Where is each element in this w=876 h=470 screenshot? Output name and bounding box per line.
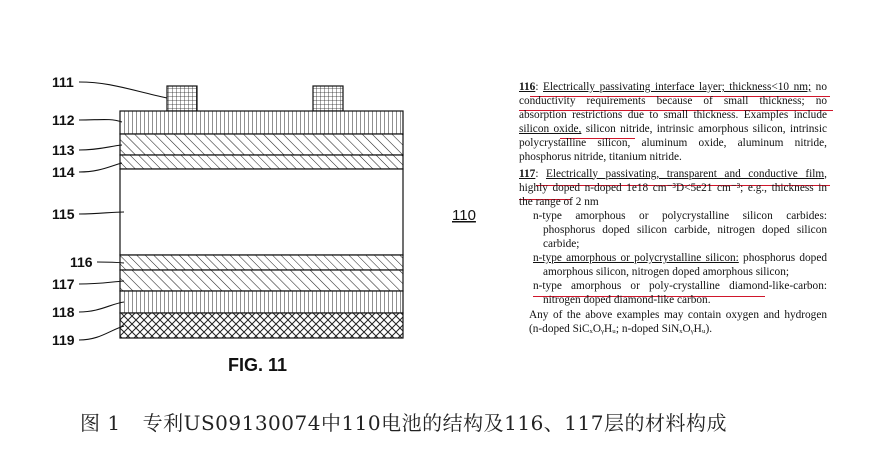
leader-111	[79, 82, 167, 98]
layer-119	[120, 313, 403, 338]
label-115: 115	[52, 206, 75, 222]
leader-112	[79, 120, 122, 123]
leader-117	[79, 281, 124, 284]
layer-113	[120, 134, 403, 155]
layer-116-description: 116: Electrically passivating interface layer; thickness<10 nm; no conductivity requirements because of small thickness; no absorption restrictions due to small thickness. Examples include silicon oxide, silicon nitride, intrinsic amorphous silicon, intrinsic polycrystalline silicon, aluminum oxide, aluminum nitride, phosphorus nitride, titanium nitride.	[519, 81, 827, 164]
leader-113	[79, 145, 122, 150]
layer-117-description: 117: Electrically passivating, transparent and conductive film, highly doped n-doped 1e18 cm⁻³D<5e21 cm⁻³; e.g., thickness in the range of 2 nm	[519, 167, 828, 208]
leader-118	[79, 302, 124, 312]
closing-note: Any of the above examples may contain oxygen and hydrogen (n-doped SiCₓOᵧHᵤ; n-doped SiNₓOᵧHᵤ).	[529, 308, 827, 335]
label-113: 113	[52, 142, 75, 158]
leader-119	[79, 326, 124, 340]
layer-117-number: 117	[519, 167, 536, 180]
material-description-text	[519, 80, 827, 336]
layer-117-body: highly doped n-doped 1e18 cm⁻³D<5e21 cm⁻³; e.g., thickness in the range of 2 nm	[519, 181, 828, 208]
label-111: 111	[52, 74, 74, 90]
layer-111-contact-left	[167, 86, 197, 111]
figure-ref-110: 110	[452, 207, 476, 224]
label-112: 112	[52, 112, 75, 128]
example-item-1: n-type amorphous or polycrystalline silicon carbides: phosphorus doped silicon carbide, nitrogen doped silicon carbide;	[533, 209, 827, 251]
label-119: 119	[52, 332, 75, 348]
layer-115	[120, 169, 403, 255]
layer-116-oxide: silicon oxide,	[519, 123, 582, 136]
caption-text: 专利US09130074中110电池的结构及116、117层的材料构成	[142, 411, 727, 435]
layer-116-body1: no conductivity requirements because of small thickness; no absorption restrictions due to small thickness. Examples include	[519, 81, 827, 122]
layer-116-title: Electrically passivating interface layer; thickness<10 nm;	[543, 81, 812, 93]
label-117: 117	[52, 276, 75, 292]
layer-117-title: Electrically passivating, transparent and conductive film,	[545, 167, 827, 180]
example-item-2-body: phosphorus doped amorphous silicon, nitrogen doped amorphous silicon;	[543, 252, 827, 279]
layer-116-number: 116	[519, 81, 536, 93]
leader-114	[79, 163, 122, 172]
layer-116-body2: silicon nitride, intrinsic amorphous silicon, intrinsic polycrystalline silicon, aluminum oxide, aluminum nitride, phosphorus nitride, titanium nitride.	[519, 123, 827, 164]
leader-116	[97, 262, 124, 263]
figure-title: FIG. 11	[228, 355, 288, 375]
example-item-3: n-type amorphous or poly-crystalline diamond-like-carbon: nitrogen doped diamond-like carbon.	[533, 280, 827, 307]
layer-117	[120, 270, 403, 291]
example-item-2-heading: n-type amorphous or polycrystalline silicon:	[533, 252, 739, 265]
label-118: 118	[52, 304, 75, 320]
layer-112	[120, 111, 403, 134]
layer-114	[120, 155, 403, 169]
layer-111-contact-right	[313, 86, 343, 111]
figure-caption	[80, 407, 727, 436]
caption-figure-number: 图 1	[80, 411, 121, 435]
leader-115	[79, 212, 124, 214]
label-116: 116	[70, 254, 93, 270]
layer-116	[120, 255, 403, 270]
layer-118	[120, 291, 403, 313]
label-114: 114	[52, 164, 75, 180]
example-item-2	[533, 251, 827, 279]
